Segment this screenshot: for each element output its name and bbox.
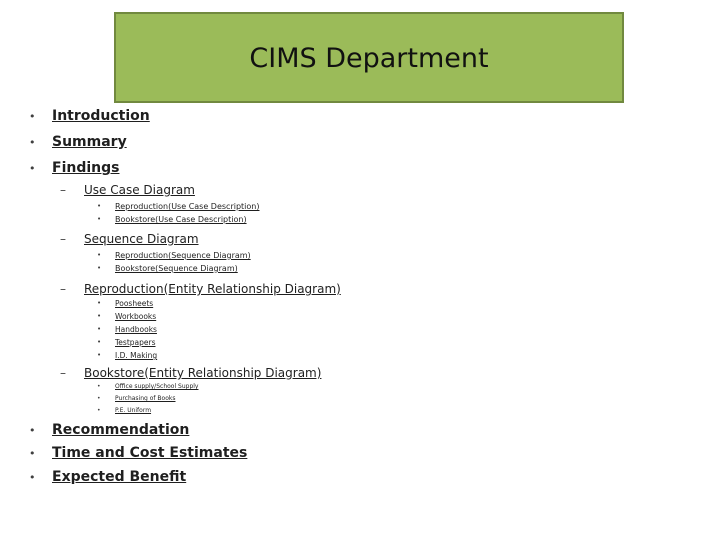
slide-title: CIMS Department	[249, 43, 489, 74]
link-purchasing-books[interactable]: Purchasing of Books	[115, 395, 176, 402]
link-bookstore-erd[interactable]: Bookstore(Entity Relationship Diagram)	[84, 366, 322, 380]
link-handbooks[interactable]: Handbooks	[115, 325, 157, 334]
dash-icon: –	[60, 366, 66, 380]
bullet-icon: •	[97, 351, 102, 359]
link-introduction[interactable]: Introduction	[52, 108, 150, 124]
link-pe-uniform[interactable]: P.E. Uniform	[115, 407, 152, 414]
bullet-icon: •	[29, 471, 36, 484]
link-office-supply[interactable]: Office supply/School Supply	[115, 383, 199, 390]
link-time-cost-estimates[interactable]: Time and Cost Estimates	[52, 445, 248, 461]
dash-icon: –	[60, 232, 66, 246]
link-recommendation[interactable]: Recommendation	[52, 422, 190, 438]
bullet-icon: •	[29, 136, 36, 149]
bullet-icon: •	[97, 299, 102, 307]
link-reproduction-sequence[interactable]: Reproduction(Sequence Diagram)	[115, 251, 251, 260]
bullet-icon: •	[97, 325, 102, 333]
slide-title-box	[114, 12, 624, 103]
link-bookstore-use-case[interactable]: Bookstore(Use Case Description)	[115, 215, 247, 224]
bullet-icon: •	[97, 215, 102, 223]
link-id-making[interactable]: I.D. Making	[115, 351, 158, 360]
link-reproduction-use-case[interactable]: Reproduction(Use Case Description)	[115, 202, 260, 211]
bullet-icon: •	[29, 110, 36, 123]
bullet-icon: •	[97, 251, 102, 259]
bullet-icon: •	[97, 312, 102, 320]
bullet-icon: •	[97, 407, 101, 414]
link-use-case-diagram[interactable]: Use Case Diagram	[84, 183, 195, 197]
link-summary[interactable]: Summary	[52, 134, 127, 150]
bullet-icon: •	[29, 162, 36, 175]
dash-icon: –	[60, 282, 66, 296]
link-bookstore-sequence[interactable]: Bookstore(Sequence Diagram)	[115, 264, 238, 273]
link-workbooks[interactable]: Workbooks	[115, 312, 157, 321]
bullet-icon: •	[97, 395, 101, 402]
bullet-icon: •	[97, 264, 102, 272]
link-testpapers[interactable]: Testpapers	[115, 338, 156, 347]
bullet-icon: •	[29, 424, 36, 437]
bullet-icon: •	[29, 447, 36, 460]
link-sequence-diagram[interactable]: Sequence Diagram	[84, 232, 199, 246]
dash-icon: –	[60, 183, 66, 197]
link-findings[interactable]: Findings	[52, 160, 120, 176]
bullet-icon: •	[97, 383, 101, 390]
link-expected-benefit[interactable]: Expected Benefit	[52, 469, 187, 485]
bullet-icon: •	[97, 338, 102, 346]
link-poosheets[interactable]: Poosheets	[115, 299, 154, 308]
link-reproduction-erd[interactable]: Reproduction(Entity Relationship Diagram)	[84, 282, 341, 296]
bullet-icon: •	[97, 202, 102, 210]
